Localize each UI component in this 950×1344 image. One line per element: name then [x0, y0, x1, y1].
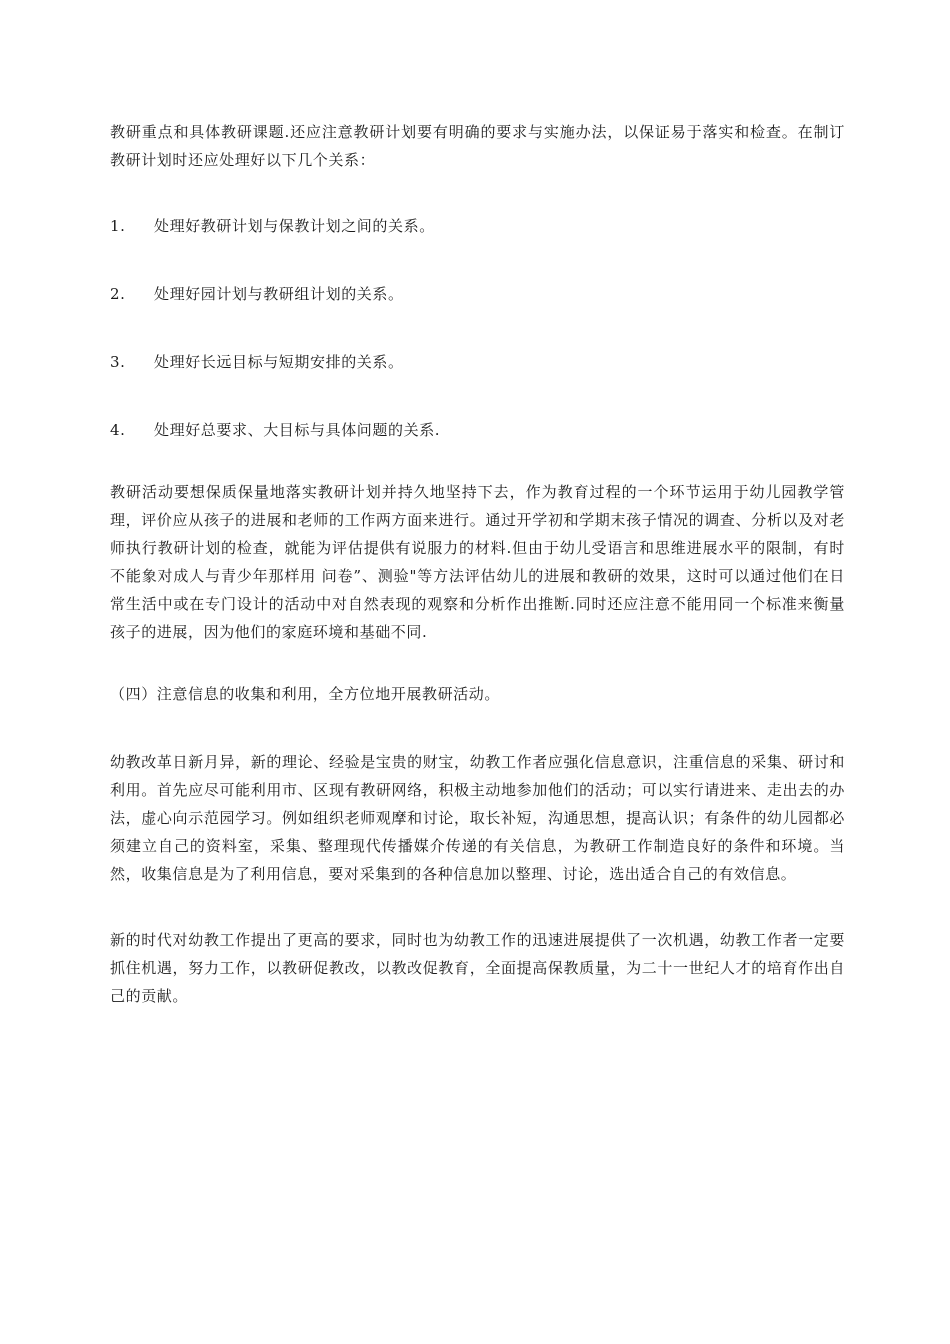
list-item-text: 处理好总要求、大目标与具体问题的关系. — [154, 421, 441, 439]
list-item-text: 处理好长远目标与短期安排的关系。 — [154, 353, 404, 371]
list-item-text: 处理好园计划与教研组计划的关系。 — [154, 285, 404, 303]
conclusion-paragraph: 新的时代对幼教工作提出了更高的要求，同时也为幼教工作的迅速进展提供了一次机遇，幼教工作者一定要抓住机遇，努力工作，以教研促教改，以教改促教育，全面提高保教质量，为二十一世纪人才的培育作出自己的贡献。 — [110, 931, 845, 1005]
evaluation-paragraph: 教研活动要想保质保量地落实教研计划并持久地坚持下去，作为教育过程的一个环节运用于幼儿园教学管理，评价应从孩子的进展和老师的工作两方面来进行。通过开学初和学期末孩子情况的调查、分析以及对老师执行教研计划的检查，就能为评估提供有说服力的材料.但由于幼儿受语言和思维进展水平的限制，有时不能象对成人与青少年那样用 问卷”、测验"等方法评估幼儿的进展和教研的效果，这时可以通过他们在日常生活中或在专门设计的活动中对自然表现的观察和分析作出推断.同时还应注意不能用同一个标准来衡量孩子的进展，因为他们的家庭环境和基础不同. — [110, 483, 845, 641]
list-item — [110, 348, 845, 376]
list-item — [110, 280, 845, 308]
list-item — [110, 212, 845, 240]
section-heading: （四）注意信息的收集和利用，全方位地开展教研活动。 — [110, 685, 501, 703]
list-item-text: 处理好教研计划与保教计划之间的关系。 — [154, 217, 435, 235]
list-item-number: 3. — [110, 353, 126, 371]
list-item — [110, 416, 845, 444]
intro-paragraph: 教研重点和具体教研课题.还应注意教研计划要有明确的要求与实施办法，以保证易于落实和检查。在制订教研计划时还应处理好以下几个关系： — [110, 123, 845, 169]
list-item-number: 4. — [110, 421, 126, 439]
information-paragraph: 幼教改革日新月异，新的理论、经验是宝贵的财宝，幼教工作者应强化信息意识，注重信息的采集、研讨和利用。首先应尽可能利用市、区现有教研网络，积极主动地参加他们的活动；可以实行请进来、走出去的办法，虚心向示范园学习。例如组织老师观摩和讨论，取长补短，沟通思想，提高认识；有条件的幼儿园都必须建立自己的资料室，采集、整理现代传播媒介传递的有关信息，为教研工作制造良好的条件和环境。当然，收集信息是为了利用信息，要对采集到的各种信息加以整理、讨论，选出适合自己的有效信息。 — [110, 753, 845, 883]
list-item-number: 2. — [110, 285, 126, 303]
list-item-number: 1. — [110, 217, 126, 235]
document-page — [110, 118, 845, 1010]
